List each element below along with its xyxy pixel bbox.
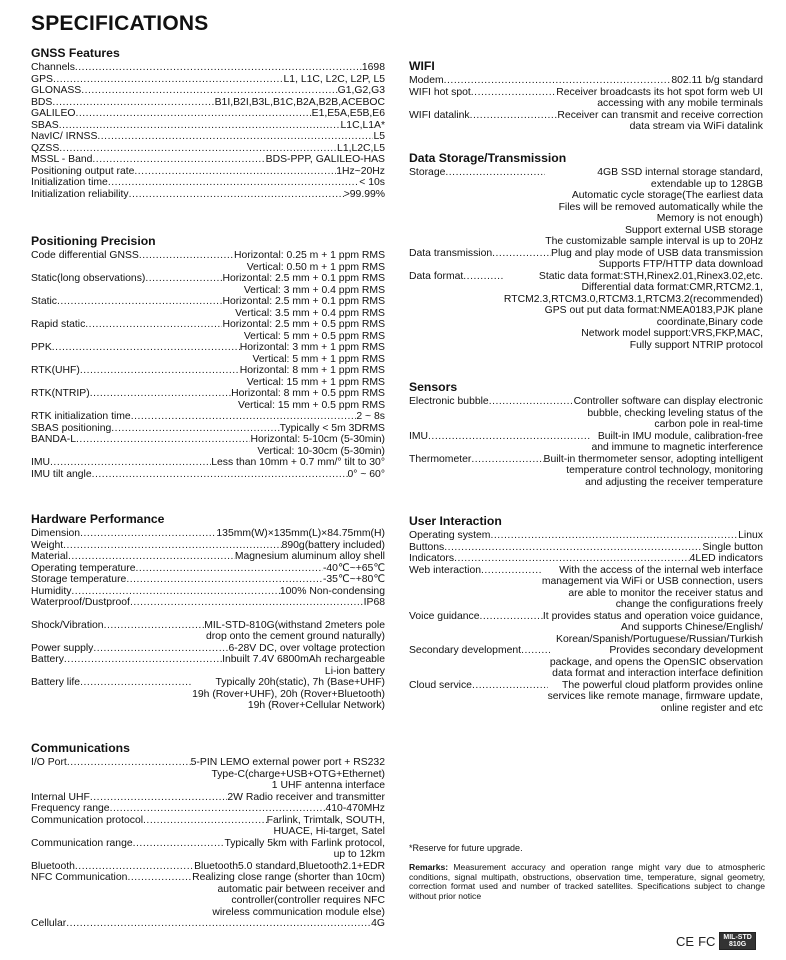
section-communications	[31, 741, 385, 930]
spec-label: Indicators	[409, 553, 455, 564]
spec-label: Data format	[409, 270, 464, 282]
leader-dots	[85, 319, 222, 331]
leader-dots	[471, 87, 556, 99]
spec-value: 890g(battery included)	[281, 539, 385, 551]
spec-value: 0° ~ 60°	[347, 468, 385, 480]
spec-value: Horizontal: 8 mm + 0.5 ppm RMS Vertical: 15 mm + 0.5 ppm RMS	[231, 388, 385, 411]
spec-label: WIFI datalink	[409, 109, 470, 121]
spec-label: Operating temperature	[31, 562, 136, 574]
spec-label: RTK(UHF)	[31, 365, 80, 376]
spec-value: -35℃~+80℃	[322, 574, 385, 585]
spec-value: 6-28V DC, over voltage protection	[228, 642, 385, 654]
spec-label: Cellular	[31, 918, 67, 929]
leader-dots	[52, 97, 214, 109]
spec-row	[409, 565, 763, 611]
leader-dots	[59, 143, 337, 155]
spec-row	[31, 434, 385, 457]
leader-dots	[471, 454, 543, 466]
spec-row	[31, 177, 385, 189]
spec-label: RTK(NTRIP)	[31, 388, 90, 399]
spec-value: The powerful cloud platform provides online services like remote manage, firmware update, online register and etc	[547, 679, 763, 714]
spec-value: 135mm(W)×135mm(L)×84.75mm(H)	[216, 528, 385, 539]
leader-dots	[75, 861, 194, 873]
spec-label: Initialization time	[31, 177, 108, 188]
spec-value: < 10s	[359, 177, 385, 188]
section-sensors	[409, 380, 763, 488]
leader-dots	[80, 677, 192, 689]
spec-row	[31, 574, 385, 586]
leader-dots	[110, 803, 326, 815]
spec-value: Inbuilt 7.4V 6800mAh rechargeable Li-ion battery	[222, 654, 385, 677]
spec-value: 4G	[371, 918, 385, 929]
spec-value: 5-PIN LEMO external power port + RS232 Type-C(charge+USB+OTG+Ethernet) 1 UHF antenna interface	[190, 757, 385, 791]
spec-row	[31, 154, 385, 166]
spec-value: Bluetooth5.0 standard,Bluetooth2.1+EDR	[194, 860, 385, 872]
spec-label: Power supply	[31, 642, 94, 654]
spec-row	[31, 296, 385, 319]
leader-dots	[479, 611, 542, 623]
leader-dots	[92, 469, 348, 481]
leader-dots	[75, 108, 311, 120]
spec-value: Receiver broadcasts its hot spot form web UI accessing with any mobile terminals	[556, 86, 763, 109]
remarks-label: Remarks:	[409, 862, 449, 872]
spec-value: L1, L1C, L2C, L2P, L5	[283, 73, 385, 85]
leader-dots	[444, 75, 672, 87]
spec-value: -40℃~+65℃	[322, 562, 385, 574]
spec-value: 4LED indicators	[689, 553, 763, 564]
spec-label: Secondary development	[409, 645, 522, 656]
spec-row	[31, 815, 385, 838]
spec-label: SBAS positioning	[31, 422, 112, 434]
spec-value: Linux	[738, 530, 763, 541]
spec-label: BANDA-L	[31, 434, 77, 445]
spec-label: Data transmission	[409, 247, 493, 259]
spec-row	[31, 85, 385, 97]
spec-label: GALILEO	[31, 108, 76, 119]
spec-row	[409, 454, 763, 489]
spec-value: It provides status and operation voice guidance, And supports Chinese/English/ Korean/Spanish/Portuguese/Russian/Turkish	[542, 610, 763, 645]
spec-row	[31, 388, 385, 411]
spec-value: Horizontal: 0.25 m + 1 ppm RMS Vertical: 0.50 m + 1 ppm RMS	[233, 250, 385, 273]
spec-value: L5	[373, 131, 385, 142]
leader-dots	[80, 365, 240, 377]
spec-value: B1I,B2I,B3L,B1C,B2A,B2B,ACEBOC	[214, 96, 385, 108]
leader-dots	[481, 565, 542, 577]
leader-dots	[134, 166, 336, 178]
spec-value: 1698	[361, 62, 385, 73]
spec-label: Initialization reliability	[31, 188, 129, 200]
spec-row	[31, 540, 385, 552]
spec-label: GPS	[31, 73, 53, 85]
leader-dots	[108, 177, 359, 189]
leader-dots	[127, 872, 192, 884]
spec-row	[409, 75, 763, 87]
spec-row	[31, 189, 385, 201]
spec-label: GLONASS	[31, 85, 82, 96]
ce-mark-icon: CE	[676, 933, 695, 949]
leader-dots	[143, 815, 267, 827]
section-user-interaction	[409, 514, 763, 714]
spec-label: Material	[31, 551, 68, 562]
leader-dots	[463, 271, 504, 283]
spec-row	[31, 469, 385, 481]
spec-row	[31, 643, 385, 655]
leader-dots	[81, 85, 337, 97]
section-heading: WIFI	[409, 59, 435, 73]
spec-row	[409, 680, 763, 715]
spec-value: Single button	[702, 541, 763, 553]
spec-value: 100% Non-condensing	[279, 585, 385, 597]
spec-row	[31, 108, 385, 120]
leader-dots	[93, 643, 228, 655]
leader-dots	[444, 542, 702, 554]
spec-value: Built-in IMU module, calibration-free and immune to magnetic interference	[591, 430, 763, 453]
spec-row	[409, 396, 763, 431]
spec-label: Communication range	[31, 837, 133, 849]
spec-value: 4GB SSD internal storage standard, extendable up to 128GB Automatic cycle storage(The earliest data Files will be removed automatically while the Memory is not enough) Support external USB storage The customizable sample interval is up to 20Hz	[545, 167, 763, 247]
spec-value: Controller software can display electronic bubble, checking leveling status of the carbon pole in real-time	[573, 396, 763, 430]
spec-row	[409, 542, 763, 554]
spec-value: Horizontal: 2.5 mm + 0.1 ppm RMS Vertical: 3.5 mm + 0.4 ppm RMS	[222, 296, 385, 319]
spec-label: Communication protocol	[31, 814, 144, 826]
leader-dots	[131, 411, 357, 423]
spec-value: Horizontal: 2.5 mm + 0.5 ppm RMS Vertical: 5 mm + 0.5 ppm RMS	[222, 319, 385, 342]
spec-label: NavIC/ IRNSS	[31, 131, 98, 142]
spec-label: Electronic bubble	[409, 396, 489, 407]
spec-row	[409, 645, 763, 680]
spec-value: Less than 10mm + 0.7 mm/° tilt to 30°	[211, 457, 385, 468]
spec-value: Horizontal: 5-10cm (5-30min) Vertical: 10-30cm (5-30min)	[250, 434, 385, 457]
spec-value: With the access of the internal web interface management via WiFi or USB connection, users are able to monitor the receiver status and change the configurations freely	[541, 564, 763, 610]
section-heading: Data Storage/Transmission	[409, 151, 567, 165]
spec-row	[31, 342, 385, 365]
spec-value: Realizing close range (shorter than 10cm) automatic pair between receiver and controller(controller requires NFC wireless communication module else)	[192, 872, 385, 918]
section-hardware-performance	[31, 512, 385, 712]
spec-label: SBAS	[31, 119, 59, 131]
spec-label: Operating system	[409, 530, 491, 541]
fcc-mark-icon: FC	[698, 933, 716, 949]
spec-value: Typically 5km with Farlink protocol, up to 12km	[224, 837, 385, 860]
leader-dots	[66, 918, 371, 930]
spec-label: IMU	[31, 457, 51, 468]
mil-std-badge-icon: MIL-STD 810G	[719, 932, 755, 950]
spec-value: Typically < 5m 3DRMS	[279, 422, 385, 434]
spec-value: BDS-PPP, GALILEO-HAS	[265, 154, 385, 165]
spec-label: Waterproof/Dustproof	[31, 597, 130, 608]
spec-value: G1,G2,G3	[337, 85, 385, 96]
spec-value: Static data format:STH,Rinex2.01,Rinex3.02,etc. Differential data format:CMR,RTCM2.1, RTCM2.3,RTCM3.0,RTCM3.1,RTCM3.2(recommended) GPS out put data format:NMEA0183,PJK plane coordinate,Binary code Network model support:VRS,FKP,MAC, Fully support NTRIP protocol	[503, 270, 763, 351]
spec-value: Horizontal: 2.5 mm + 0.1 ppm RMS Vertical: 3 mm + 0.4 ppm RMS	[222, 273, 385, 296]
leader-dots	[90, 388, 231, 400]
spec-value: Horizontal: 8 mm + 1 ppm RMS Vertical: 15 mm + 1 ppm RMS	[239, 365, 385, 388]
spec-value: L1C,L1A*	[340, 119, 385, 131]
spec-label: Storage	[409, 167, 446, 178]
spec-row	[31, 654, 385, 677]
leader-dots	[521, 645, 550, 657]
spec-row	[31, 250, 385, 273]
leader-dots	[490, 530, 738, 542]
remarks	[409, 863, 765, 901]
spec-value: Typically 20h(static), 7h (Base+UHF) 19h (Rover+UHF), 20h (Rover+Bluetooth) 19h (Rover+Cellular Network)	[192, 677, 385, 711]
section-heading: User Interaction	[409, 514, 502, 528]
spec-row	[31, 872, 385, 918]
spec-label: MSSL - Band	[31, 154, 93, 165]
spec-value: L1,L2C,L5	[337, 142, 385, 154]
spec-row	[31, 143, 385, 155]
spec-label: Humidity	[31, 585, 72, 597]
section-heading: GNSS Features	[31, 46, 120, 60]
spec-label: RTK initialization time	[31, 411, 131, 422]
spec-row	[31, 563, 385, 575]
spec-row	[31, 74, 385, 86]
spec-label: Static	[31, 296, 57, 307]
spec-row	[31, 792, 385, 804]
spec-row	[31, 677, 385, 712]
leader-dots	[71, 586, 279, 598]
spec-label: I/O Port	[31, 757, 67, 768]
section-heading: Hardware Performance	[31, 512, 165, 526]
spec-value: Receiver can transmit and receive correction data stream via WiFi datalink	[557, 109, 763, 132]
spec-label: Storage temperature	[31, 574, 127, 585]
spec-label: Channels	[31, 62, 75, 73]
spec-value: IP68	[363, 597, 385, 608]
spec-value: 2W Radio receiver and transmitter	[227, 791, 385, 803]
page-title: SPECIFICATIONS	[31, 12, 209, 35]
leader-dots	[97, 131, 373, 143]
spec-label: Shock/Vibration	[31, 619, 104, 631]
spec-label: Code differential GNSS	[31, 250, 139, 261]
leader-dots	[472, 680, 548, 692]
spec-label: Battery life	[31, 677, 81, 688]
section-heading: Communications	[31, 741, 130, 755]
leader-dots	[489, 396, 574, 408]
spec-row	[31, 457, 385, 469]
remarks-text: Measurement accuracy and operation range might vary due to atmospheric conditions, signal multipath, obstructions, observation time, temperature, signal geometry, correction format used and number of tracked satellites. Specifications subject to change without prior notice	[409, 862, 765, 901]
spec-row	[409, 553, 763, 565]
spec-row	[31, 838, 385, 861]
spec-row	[409, 530, 763, 542]
spec-label: QZSS	[31, 142, 60, 154]
leader-dots	[111, 423, 279, 435]
spec-label: Web interaction	[409, 564, 482, 576]
leader-dots	[67, 757, 191, 769]
spec-row	[31, 319, 385, 342]
spec-label: Positioning output rate	[31, 165, 135, 177]
leader-dots	[59, 120, 341, 132]
spec-row	[31, 273, 385, 296]
leader-dots	[80, 528, 216, 540]
section-gnss-features	[31, 46, 385, 200]
spec-value: Built-in thermometer sensor, adopting intelligent temperature control technology, monitoring and adjusting the receiver temperature	[543, 453, 763, 488]
spec-label: IMU	[409, 430, 429, 442]
spec-row	[409, 431, 763, 454]
spec-row	[31, 166, 385, 178]
spec-row	[31, 97, 385, 109]
spec-value: 2 ~ 8s	[356, 411, 385, 422]
spec-value: Horizontal: 3 mm + 1 ppm RMS Vertical: 5 mm + 1 ppm RMS	[239, 342, 385, 365]
leader-dots	[445, 167, 545, 179]
spec-row	[31, 803, 385, 815]
spec-row	[31, 551, 385, 563]
spec-value: MIL-STD-810G(withstand 2meters pole drop onto the cement ground naturally)	[204, 619, 385, 642]
spec-label: Voice guidance	[409, 610, 480, 622]
spec-label: Weight	[31, 539, 64, 551]
leader-dots	[68, 551, 235, 563]
spec-label: Modem	[409, 75, 444, 86]
spec-label: Thermometer	[409, 453, 472, 465]
certification-marks	[676, 932, 756, 950]
section-heading: Positioning Precision	[31, 234, 156, 248]
spec-row	[31, 609, 385, 620]
spec-label: NFC Communication	[31, 872, 128, 883]
spec-row	[409, 248, 763, 271]
spec-row	[31, 918, 385, 930]
leader-dots	[130, 597, 364, 609]
spec-row	[31, 423, 385, 435]
leader-dots	[50, 457, 211, 469]
leader-dots	[92, 154, 265, 166]
spec-value: Farlink, Trimtalk, SOUTH, HUACE, Hi-target, Satel	[266, 814, 385, 837]
spec-row	[409, 167, 763, 248]
spec-row	[31, 365, 385, 388]
spec-label: Frequency range	[31, 803, 110, 814]
spec-row	[409, 110, 763, 133]
spec-row	[31, 620, 385, 643]
leader-dots	[64, 654, 222, 666]
leader-dots	[136, 563, 323, 575]
leader-dots	[104, 620, 205, 632]
spec-row	[409, 87, 763, 110]
spec-row	[31, 528, 385, 540]
section-data-storage-transmission	[409, 151, 763, 351]
leader-dots	[53, 74, 284, 86]
leader-dots	[470, 110, 558, 122]
leader-dots	[90, 792, 227, 804]
spec-row	[409, 611, 763, 646]
spec-label: Internal UHF	[31, 791, 90, 803]
spec-value: 802.11 b/g standard	[671, 75, 763, 86]
spec-label: Cloud service	[409, 679, 472, 691]
section-heading: Sensors	[409, 380, 458, 394]
spec-value: 410-470MHz	[325, 803, 385, 814]
leader-dots	[129, 189, 344, 201]
spec-label: Battery	[31, 654, 64, 665]
spec-label: PPK	[31, 342, 52, 353]
leader-dots	[133, 838, 225, 850]
leader-dots	[75, 62, 362, 74]
spec-row	[409, 271, 763, 352]
spec-value: 1Hz~20Hz	[336, 165, 385, 177]
section-wifi	[409, 59, 763, 133]
spec-row	[31, 597, 385, 609]
leader-dots	[126, 574, 323, 586]
leader-dots	[63, 540, 281, 552]
leader-dots	[428, 431, 591, 443]
spec-label: Static(long observations)	[31, 273, 146, 284]
spec-value: Plug and play mode of USB data transmission Supports FTP/HTTP data download	[551, 247, 763, 270]
spec-row	[31, 62, 385, 74]
spec-label: BDS	[31, 96, 53, 108]
spec-row	[31, 757, 385, 792]
spec-label: Dimension	[31, 528, 81, 539]
footnote: *Reserve for future upgrade.	[409, 843, 523, 853]
spec-label: Bluetooth	[31, 860, 75, 872]
spec-value: Magnesium aluminum alloy shell	[234, 551, 385, 562]
spec-value: E1,E5A,E5B,E6	[311, 108, 385, 119]
spec-label: WIFI hot spot	[409, 86, 471, 98]
leader-dots	[57, 296, 222, 308]
spec-label: Buttons	[409, 541, 445, 553]
spec-row	[31, 861, 385, 873]
leader-dots	[492, 248, 551, 260]
spec-label: Rapid static	[31, 319, 86, 330]
spec-row	[31, 586, 385, 598]
spec-value: >99.99%	[343, 188, 385, 200]
spec-row	[31, 411, 385, 423]
leader-dots	[145, 273, 222, 285]
spec-row	[31, 120, 385, 132]
spec-label: IMU tilt angle	[31, 468, 92, 480]
leader-dots	[454, 553, 690, 565]
leader-dots	[139, 250, 234, 262]
spec-row	[31, 131, 385, 143]
leader-dots	[52, 342, 240, 354]
spec-value: Provides secondary development package, and opens the OpenSIC observation data format and interaction interface definition	[549, 645, 763, 679]
leader-dots	[76, 434, 250, 446]
section-positioning-precision	[31, 234, 385, 480]
